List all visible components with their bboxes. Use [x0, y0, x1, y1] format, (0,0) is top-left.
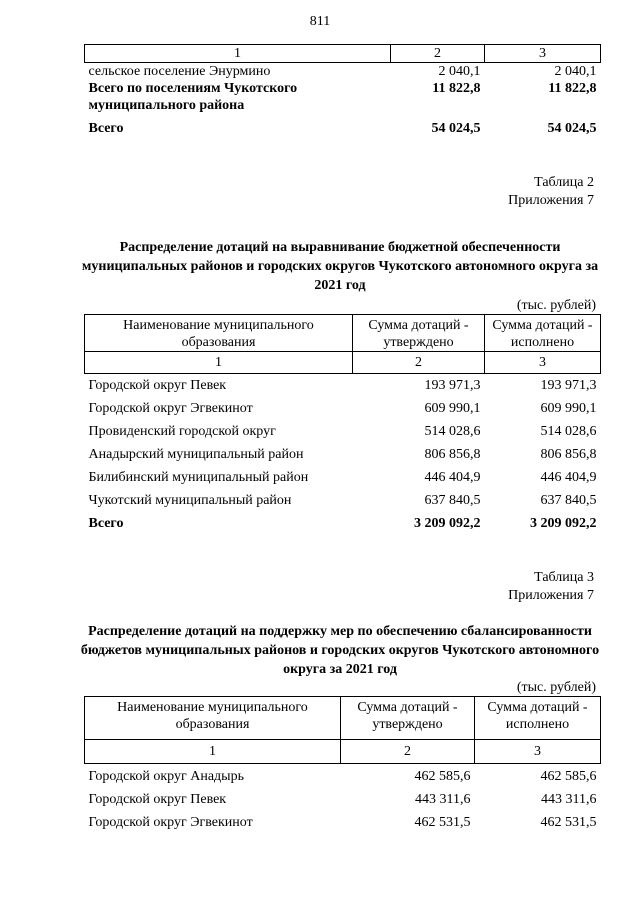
row-value: 3 209 092,2 [530, 516, 597, 531]
continuation-table [84, 44, 601, 137]
row-name: Провиденский городской округ [88, 424, 276, 439]
row-name: Городской округ Певек [88, 792, 227, 807]
row-name: сельское поселение Энурмино [88, 64, 271, 79]
row-value: 11 822,8 [432, 81, 481, 96]
column-number-row [85, 352, 601, 374]
column-number: 1 [85, 45, 391, 63]
row-value: 193 971,3 [540, 378, 597, 393]
table3-units: (тыс. рублей) [516, 680, 596, 695]
column-number: 2 [341, 740, 475, 764]
column-number: 3 [475, 740, 601, 764]
row-value: 446 404,9 [424, 470, 481, 485]
table-row [85, 374, 601, 395]
row-value: 462 531,5 [540, 815, 597, 830]
row-value: 193 971,3 [424, 378, 481, 393]
row-name: Чукотский муниципальный район [88, 493, 292, 508]
row-value: 54 024,5 [431, 121, 481, 136]
total-row [85, 509, 601, 532]
table-caption-line: Таблица 2 [534, 175, 594, 190]
row-value: 443 311,6 [415, 792, 471, 807]
subtotal-row [85, 80, 601, 114]
page-number: 811 [309, 14, 331, 29]
column-header: Наименование муниципального образования [85, 697, 341, 740]
row-name: Всего по поселениям Чукотского муниципального района [88, 81, 298, 113]
row-value: 514 028,6 [540, 424, 597, 439]
row-value: 446 404,9 [540, 470, 597, 485]
table-row [85, 417, 601, 440]
table2-units: (тыс. рублей) [516, 298, 596, 313]
row-value: 609 990,1 [424, 401, 481, 416]
row-value: 11 822,8 [548, 81, 597, 96]
column-number: 3 [485, 45, 601, 63]
row-name: Всего [88, 516, 124, 531]
header-row [85, 697, 601, 740]
row-value: 637 840,5 [540, 493, 597, 508]
row-value: 54 024,5 [547, 121, 597, 136]
column-number: 3 [485, 352, 601, 374]
row-name: Всего [88, 121, 124, 136]
column-number: 2 [353, 352, 485, 374]
column-number: 1 [85, 740, 341, 764]
row-value: 806 856,8 [540, 447, 597, 462]
row-value: 514 028,6 [424, 424, 481, 439]
row-name: Городской округ Анадырь [88, 769, 244, 784]
row-value: 2 040,1 [554, 64, 597, 79]
row-name: Анадырский муниципальный район [88, 447, 304, 462]
row-name: Городской округ Певек [88, 378, 227, 393]
row-value: 609 990,1 [540, 401, 597, 416]
row-name: Городской округ Эгвекинот [88, 401, 253, 416]
column-header: Сумма дотаций - утверждено [353, 315, 485, 352]
table-caption-line: Таблица 3 [534, 570, 594, 585]
row-value: 2 040,1 [438, 64, 481, 79]
header-row [85, 315, 601, 352]
table-row [85, 394, 601, 417]
row-name: Билибинский муниципальный район [88, 470, 309, 485]
row-value: 462 531,5 [414, 815, 471, 830]
table-row [85, 463, 601, 486]
table3 [84, 696, 601, 831]
column-number: 1 [85, 352, 353, 374]
table2 [84, 314, 601, 532]
table-row [85, 785, 601, 808]
table2-title: Распределение дотаций на выравнивание бюджетной обеспеченности муниципальных районов и городских округов Чукотского автономного округа за 2021 год [81, 240, 599, 293]
table-row [85, 486, 601, 509]
column-header: Наименование муниципального образования [85, 315, 353, 352]
row-value: 462 585,6 [414, 769, 471, 784]
row-value: 443 311,6 [541, 792, 597, 807]
table3-caption [508, 569, 594, 605]
column-number-row [85, 45, 601, 63]
table-row [85, 440, 601, 463]
table-row [85, 63, 601, 81]
table-row [85, 764, 601, 786]
row-name: Городской округ Эгвекинот [88, 815, 253, 830]
row-value: 637 840,5 [424, 493, 481, 508]
table-caption-line: Приложения 7 [508, 588, 594, 603]
column-number: 2 [391, 45, 485, 63]
table-caption-line: Приложения 7 [508, 193, 594, 208]
row-value: 462 585,6 [540, 769, 597, 784]
total-row [85, 114, 601, 137]
row-value: 806 856,8 [424, 447, 481, 462]
table-row [85, 808, 601, 831]
table2-caption [508, 174, 594, 210]
table3-title: Распределение дотаций на поддержку мер по обеспечению сбалансированности бюджетов муниципальных районов и городских округов Чукотского автономного округа за 2021 год [80, 624, 600, 677]
row-value: 3 209 092,2 [414, 516, 481, 531]
column-header: Сумма дотаций - исполнено [475, 697, 601, 740]
column-number-row [85, 740, 601, 764]
column-header: Сумма дотаций - исполнено [485, 315, 601, 352]
column-header: Сумма дотаций - утверждено [341, 697, 475, 740]
